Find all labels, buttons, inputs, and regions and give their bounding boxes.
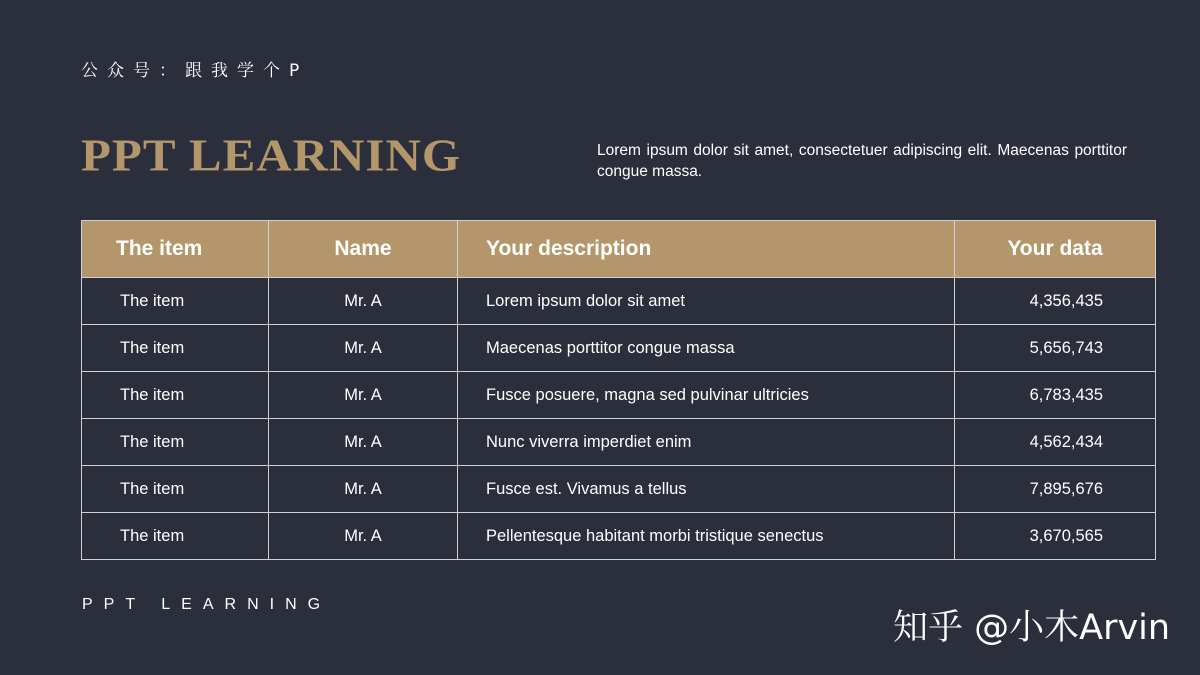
intro-paragraph: Lorem ipsum dolor sit amet, consectetuer adipiscing elit. Maecenas porttitor congue massa. [597,142,1127,180]
account-label: 公众号：跟我学个P [81,61,309,81]
cell-name: Mr. A [269,513,458,560]
cell-data: 3,670,565 [955,513,1156,560]
table-row [82,278,1156,325]
cell-data: 5,656,743 [955,325,1156,372]
column-header-name: Name [269,221,458,278]
cell-description: Lorem ipsum dolor sit amet [458,278,955,325]
watermark: 知乎 @小木Arvin [893,608,1171,648]
table-row [82,513,1156,560]
cell-name: Mr. A [269,466,458,513]
column-header-item: The item [82,221,269,278]
table-header-row [82,221,1156,278]
table-row [82,372,1156,419]
cell-item: The item [82,372,269,419]
page-title: PPT LEARNING [81,129,462,181]
column-header-data: Your data [955,221,1156,278]
cell-data: 6,783,435 [955,372,1156,419]
cell-name: Mr. A [269,419,458,466]
cell-item: The item [82,278,269,325]
cell-description: Fusce est. Vivamus a tellus [458,466,955,513]
cell-description: Nunc viverra imperdiet enim [458,419,955,466]
data-table [81,220,1156,560]
cell-name: Mr. A [269,372,458,419]
cell-name: Mr. A [269,325,458,372]
table-row [82,466,1156,513]
cell-item: The item [82,513,269,560]
cell-name: Mr. A [269,278,458,325]
cell-description: Fusce posuere, magna sed pulvinar ultricies [458,372,955,419]
cell-item: The item [82,325,269,372]
cell-data: 7,895,676 [955,466,1156,513]
cell-description: Pellentesque habitant morbi tristique senectus [458,513,955,560]
cell-item: The item [82,466,269,513]
cell-data: 4,562,434 [955,419,1156,466]
footer-label: PPT LEARNING [82,596,332,613]
data-table-container [81,220,1156,560]
cell-description: Maecenas porttitor congue massa [458,325,955,372]
table-row [82,419,1156,466]
cell-data: 4,356,435 [955,278,1156,325]
table-row [82,325,1156,372]
column-header-description: Your description [458,221,955,278]
cell-item: The item [82,419,269,466]
